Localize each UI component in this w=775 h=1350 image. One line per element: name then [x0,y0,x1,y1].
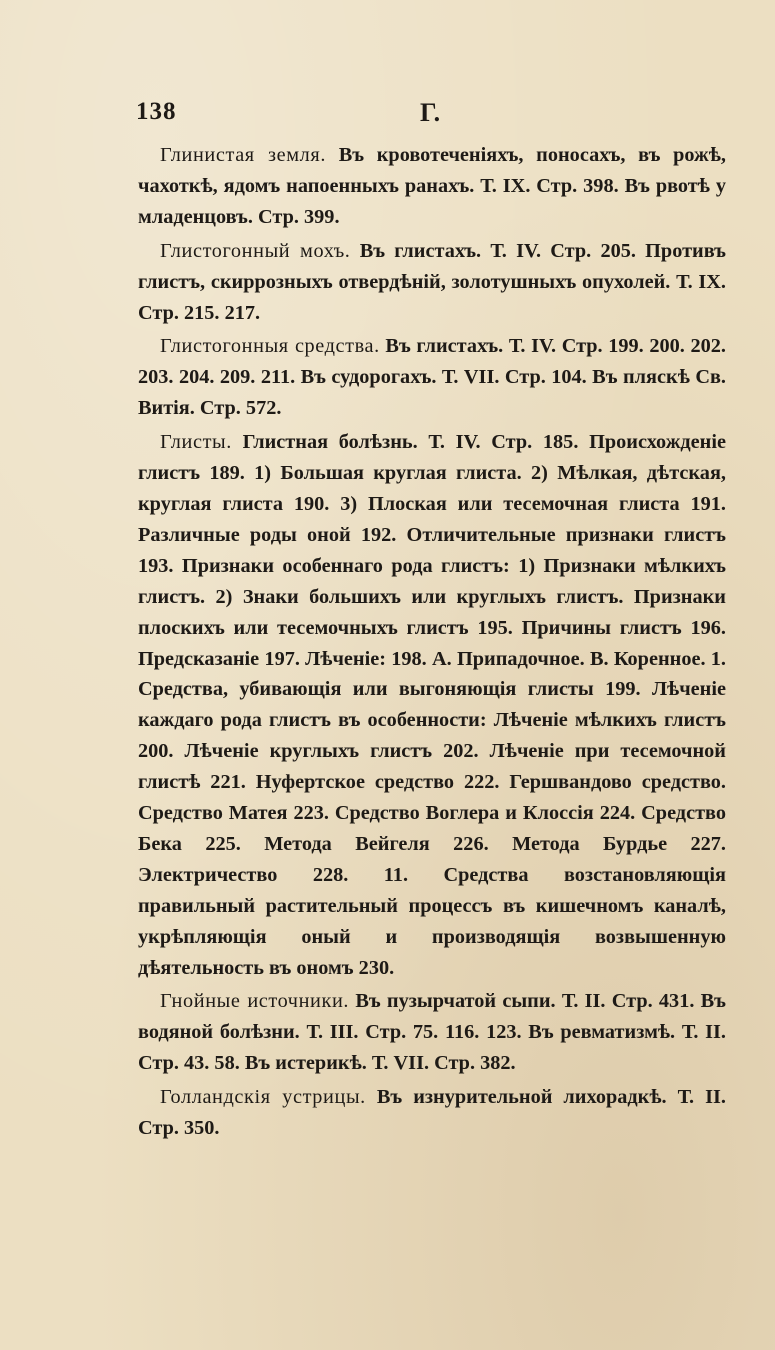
index-entry [138,236,726,329]
page-header [136,98,705,132]
entry-term: Глистогонный мохъ. [160,239,351,262]
entry-term: Глинистая земля. [160,144,326,166]
entry-text: Въ глистахъ. Т. IV. Стр. 205. Противъ глистъ, скиррозныхъ отвердѣнiй, золотушныхъ опухолей. Т. IX. Стр. 215. 217. [138,239,726,324]
entry-term: Глисты. [160,431,232,454]
index-entry [138,1082,726,1144]
entry-term: Голландскiя устрицы. [160,1086,366,1109]
entry-text: Въ кровотеченiяхъ, поносахъ, въ рожѣ, чахоткѣ, ядомъ напоенныхъ ранахъ. Т. IX. Стр. 398. Въ рвотѣ у младенцовъ. Стр. 399. [138,144,726,228]
page-number: 138 [136,98,177,125]
running-head-letter: Г. [420,98,441,127]
index-entry [138,986,726,1079]
entry-text: Глистная болѣзнь. Т. IV. Стр. 185. Происхожденiе глистъ 189. 1) Большая круглая глиста. 2) Мѣлкая, дѣтская, круглая глиста 190. 3) Плоская или тесемочная глиста 191. Различные роды оной 192. Отличительные признаки глистъ 193. Признаки особеннаго рода глистъ: 1) Признаки мѣлкихъ глистъ. 2) Знаки большихъ или круглыхъ глистъ. Признаки плоскихъ или тесемочныхъ глистъ 195. Причины глистъ 196. Предсказанiе 197. Лѣченiе: 198. А. Припадочное. В. Коренное. 1. Средства, убивающiя или выгоняющiя глисты 199. Лѣченiе каждаго рода глистъ въ особенности: Лѣченiе мѣлкихъ глистъ 200. Лѣченiе круглыхъ глистъ 202. Лѣченiе при тесемочной глистѣ 221. Нуфертское средство 222. Гершвандово средство. Средство Матея 223. Средство Воглера и Клоссiя 224. Средство Бека 225. Метода Вейгеля 226. Метода Бурдье 227. Электричество 228. 11. Средства возстановляющiя правильный растительный процессъ въ кишечномъ каналѣ, укрѣпляющiя оный и производящiя возвышенную дѣятельность въ ономъ 230. [138,431,726,979]
entry-text: Въ глистахъ. Т. IV. Стр. 199. 200. 202. 203. 204. 209. 211. Въ судорогахъ. Т. VII. Стр. 104. Въ пляскѣ Св. Витiя. Стр. 572. [138,335,726,420]
index-entry [138,140,726,233]
entry-term: Глистогонныя средства. [160,335,380,358]
index-entry [138,427,726,983]
entry-term: Гнойные источники. [160,990,350,1013]
index-entries [138,140,726,1147]
entry-text: Въ пузырчатой сыпи. Т. II. Стр. 431. Въ водяной болѣзни. Т. III. Стр. 75. 116. 123. Въ ревматизмѣ. Т. II. Стр. 43. 58. Въ истерикѣ. Т. VII. Стр. 382. [138,990,726,1075]
index-entry [138,331,726,424]
entry-text: Въ изнурительной лихорадкѣ. Т. II. Стр. 350. [138,1086,726,1140]
